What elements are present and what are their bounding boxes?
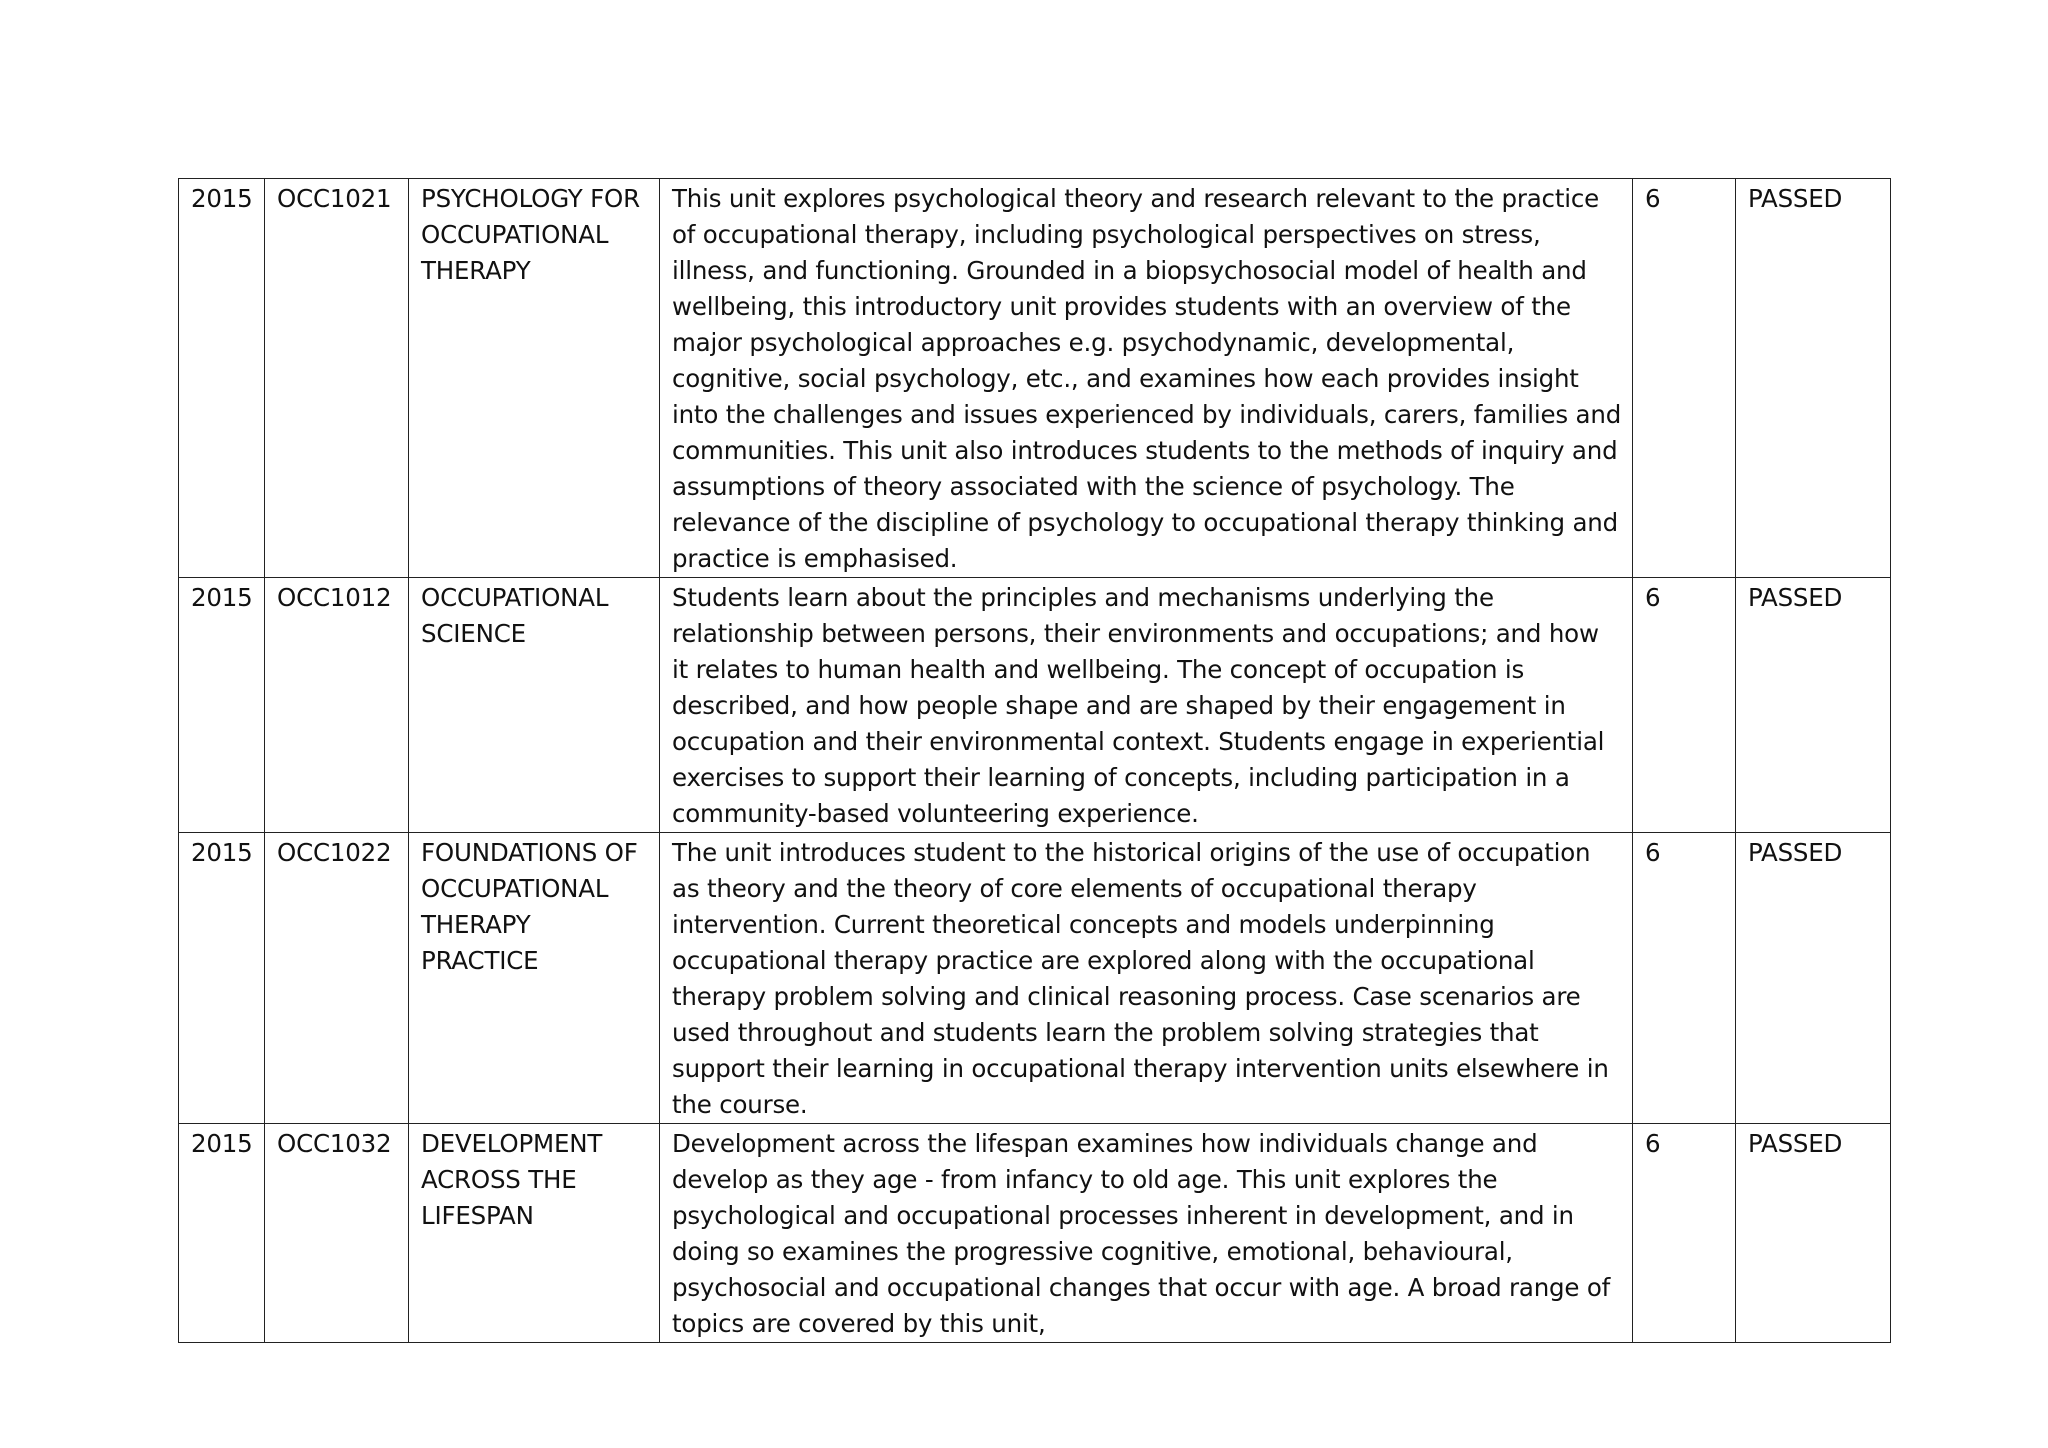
- unit-description-cell: The unit introduces student to the historical origins of the use of occupation as theory and the theory of core elements of occupational therapy intervention. Current theoretical concepts and models underpinning occupational therapy practice are explored along with the occupational therapy problem solving and clinical reasoning process. Case scenarios are used throughout and students learn the problem solving strategies that support their learning in occupational therapy intervention units elsewhere in the course.: [660, 833, 1633, 1124]
- unit-code-cell: OCC1032: [265, 1124, 409, 1343]
- unit-name-cell: PSYCHOLOGY FOR OCCUPATIONAL THERAPY: [409, 179, 660, 578]
- year-cell: 2015: [179, 578, 265, 833]
- unit-name-cell: DEVELOPMENT ACROSS THE LIFESPAN: [409, 1124, 660, 1343]
- table-row: [179, 179, 1891, 578]
- credit-points-cell: 6: [1633, 578, 1736, 833]
- table-row: [179, 833, 1891, 1124]
- table-row: [179, 578, 1891, 833]
- unit-description-cell: This unit explores psychological theory and research relevant to the practice of occupational therapy, including psychological perspectives on stress, illness, and functioning. Grounded in a biopsychosocial model of health and wellbeing, this introductory unit provides students with an overview of the major psychological approaches e.g. psychodynamic, developmental, cognitive, social psychology, etc., and examines how each provides insight into the challenges and issues experienced by individuals, carers, families and communities. This unit also introduces students to the methods of inquiry and assumptions of theory associated with the science of psychology. The relevance of the discipline of psychology to occupational therapy thinking and practice is emphasised.: [660, 179, 1633, 578]
- year-cell: 2015: [179, 1124, 265, 1343]
- unit-code-cell: OCC1012: [265, 578, 409, 833]
- unit-description-cell: Students learn about the principles and mechanisms underlying the relationship between persons, their environments and occupations; and how it relates to human health and wellbeing. The concept of occupation is described, and how people shape and are shaped by their engagement in occupation and their environmental context. Students engage in experiential exercises to support their learning of concepts, including participation in a community-based volunteering experience.: [660, 578, 1633, 833]
- unit-description-cell: Development across the lifespan examines how individuals change and develop as they age - from infancy to old age. This unit explores the psychological and occupational processes inherent in development, and in doing so examines the progressive cognitive, emotional, behavioural, psychosocial and occupational changes that occur with age. A broad range of topics are covered by this unit,: [660, 1124, 1633, 1343]
- credit-points-cell: 6: [1633, 833, 1736, 1124]
- credit-points-cell: 6: [1633, 1124, 1736, 1343]
- unit-code-cell: OCC1022: [265, 833, 409, 1124]
- unit-code-cell: OCC1021: [265, 179, 409, 578]
- unit-results-table: [178, 178, 1891, 1343]
- unit-name-cell: FOUNDATIONS OF OCCUPATIONAL THERAPY PRACTICE: [409, 833, 660, 1124]
- result-cell: PASSED: [1736, 578, 1891, 833]
- result-cell: PASSED: [1736, 833, 1891, 1124]
- table-row: [179, 1124, 1891, 1343]
- year-cell: 2015: [179, 179, 265, 578]
- result-cell: PASSED: [1736, 1124, 1891, 1343]
- result-cell: PASSED: [1736, 179, 1891, 578]
- unit-name-cell: OCCUPATIONAL SCIENCE: [409, 578, 660, 833]
- year-cell: 2015: [179, 833, 265, 1124]
- credit-points-cell: 6: [1633, 179, 1736, 578]
